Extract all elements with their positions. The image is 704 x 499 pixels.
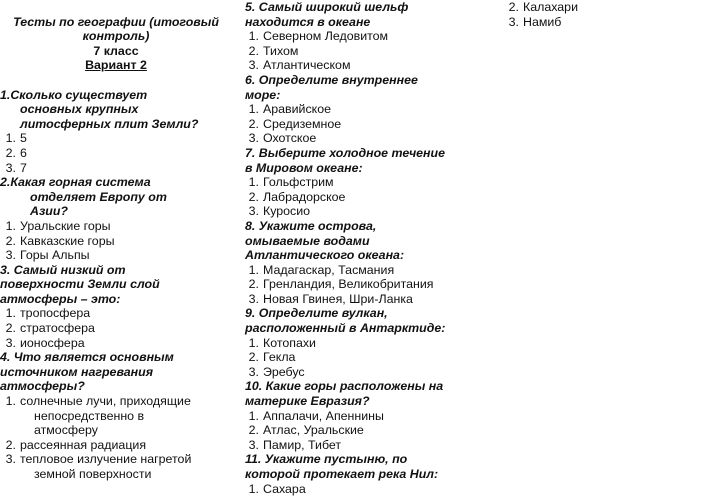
question-text: которой протекает река Нил: <box>245 467 439 481</box>
question-text: 10. Какие горы расположены на <box>245 379 444 394</box>
question-text: находится в океане <box>245 14 371 29</box>
question-text: атмосферы? <box>0 379 85 394</box>
document-title: Тесты по географии (итоговый <box>13 14 219 29</box>
answer-option: 3. 7 <box>5 160 27 175</box>
question-1 <box>0 88 232 176</box>
answer-option: 2. стратосфера <box>5 321 95 336</box>
answer-option: 1. Аравийское <box>248 102 332 117</box>
question-text: отделяет Европу от <box>30 189 167 204</box>
question-4 <box>0 350 232 481</box>
question-text: 3. Самый низкий от <box>0 262 126 277</box>
answer-option: 2. Гренландия, Великобритания <box>248 277 434 292</box>
question-text: расположенный в Антарктиде: <box>245 321 446 336</box>
answer-option: 1. Мадагаскар, Тасмания <box>248 262 395 277</box>
question-text: 5. Самый широкий шельф <box>245 0 409 14</box>
answer-option: 1. Сахара <box>248 481 306 496</box>
answer-option-cont: атмосферу <box>34 423 98 438</box>
answer-option: 3. Памир, Тибет <box>248 437 342 452</box>
answer-option: 1. Северном Ледовитом <box>248 29 389 44</box>
question-text: 2.Какая горная система <box>0 175 151 190</box>
answer-option: 2. рассеянная радиация <box>5 437 147 452</box>
variant-label: Вариант 2 <box>85 58 147 73</box>
answer-option: 1. тропосфера <box>5 306 91 321</box>
question-text: Азии? <box>30 204 68 219</box>
grade-label: 7 класс <box>93 43 139 58</box>
question-2 <box>0 175 232 263</box>
question-11 <box>245 452 485 496</box>
answer-option: 2. 6 <box>5 145 27 160</box>
question-5 <box>245 0 485 73</box>
question-text: основных крупных <box>20 102 139 117</box>
question-10 <box>245 379 485 452</box>
answer-option: 2. Тихом <box>248 43 299 58</box>
answer-option: 3. Охотское <box>248 131 317 146</box>
question-text: 7. Выберите холодное течение <box>245 145 445 160</box>
question-text: поверхности Земли слой <box>0 277 160 292</box>
question-7 <box>245 146 485 219</box>
column-right <box>505 0 695 29</box>
question-text: омываемые водами <box>245 233 370 248</box>
answer-option: 3. Новая Гвинея, Шри-Ланка <box>248 291 413 306</box>
question-text: литосферных плит Земли? <box>20 116 199 131</box>
question-6 <box>245 73 485 146</box>
question-9 <box>245 306 485 379</box>
question-text: море: <box>245 87 281 102</box>
question-8 <box>245 219 485 307</box>
answer-option: 3. Эребус <box>248 364 305 379</box>
answer-option: 2. Средиземное <box>248 116 342 131</box>
question-text: 1.Сколько существует <box>0 87 148 102</box>
answer-option: 1. солнечные лучи, приходящие <box>5 394 191 409</box>
document-title-cont: контроль) <box>82 29 150 44</box>
question-text: 6. Определите внутреннее <box>245 72 418 87</box>
question-text: Атлантического океана: <box>245 248 405 263</box>
question-3 <box>0 263 232 351</box>
question-text: 8. Укажите острова, <box>245 218 377 233</box>
answer-option: 1. Аппалачи, Апеннины <box>248 408 384 423</box>
question-text: атмосферы – это: <box>0 291 121 306</box>
answer-option: 1. Уральские горы <box>5 218 111 233</box>
question-text: в Мировом океане: <box>245 160 363 175</box>
answer-option: 1. Гольфстрим <box>248 175 334 190</box>
column-left <box>0 0 232 482</box>
question-text: 11. Укажите пустыню, по <box>245 452 408 467</box>
answer-option: 3. ионосфера <box>5 335 85 350</box>
answer-option: 1. Котопахи <box>248 335 316 350</box>
answer-option: 3. тепловое излучение нагретой <box>5 452 192 467</box>
question-text: 9. Определите вулкан, <box>245 306 388 321</box>
answer-option-cont: земной поверхности <box>34 467 152 481</box>
answer-option: 3. Намиб <box>508 14 562 29</box>
answer-option: 3. Атлантическом <box>248 58 351 73</box>
column-middle <box>245 0 485 496</box>
question-text: 4. Что является основным <box>0 350 174 365</box>
answer-option: 2. Атлас, Уральские <box>248 423 364 438</box>
answer-option: 2. Лабрадорское <box>248 189 346 204</box>
answer-option: 2. Гекла <box>248 350 296 365</box>
answer-option: 1. 5 <box>5 131 27 146</box>
answer-option: 2. Кавказские горы <box>5 233 115 248</box>
question-text: материке Евразия? <box>245 394 370 409</box>
answer-option: 2. Калахари <box>508 0 578 14</box>
answer-option: 3. Горы Альпы <box>5 248 90 263</box>
question-text: источником нагревания <box>0 364 154 379</box>
answer-option: 3. Куросио <box>248 204 311 219</box>
answer-option-cont: непосредственно в <box>34 408 145 423</box>
